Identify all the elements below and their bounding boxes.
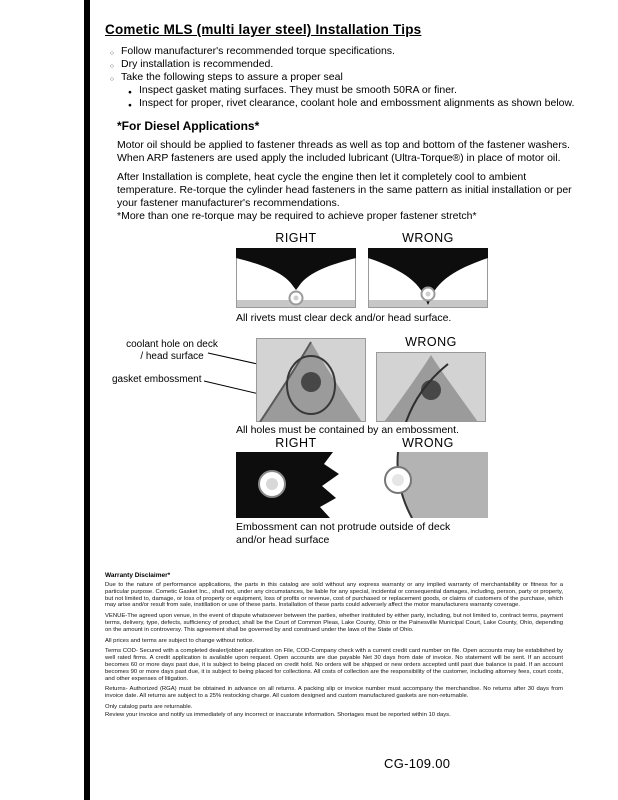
installation-tips-list: [110, 45, 580, 110]
row2-caption: All holes must be contained by an embossment.: [236, 424, 459, 436]
diesel-applications-heading: *For Diesel Applications*: [117, 119, 260, 133]
list-item: ○ Follow manufacturer's recommended torque specifications.: [110, 45, 580, 58]
page-code: CG-109.00: [384, 756, 451, 771]
row3-wrong-label: WRONG: [402, 436, 454, 450]
page-title: Cometic MLS (multi layer steel) Installation Tips: [105, 22, 422, 37]
list-item: ○ Take the following steps to assure a proper seal: [110, 71, 580, 84]
diagram-protrusion-right: [236, 452, 356, 518]
binding-edge-bar: [84, 0, 90, 800]
gasket-embossment-annotation: gasket embossment: [112, 374, 202, 385]
disclaimer-paragraph: Only catalog parts are returnable.: [105, 703, 193, 710]
sub-list: [128, 84, 580, 110]
disclaimer-paragraph: Review your invoice and notify us immediately of any incorrect or inaccurate information. Shortages must be reported within 10 days.: [105, 711, 451, 718]
row1-right-label: RIGHT: [275, 231, 317, 245]
row3-right-label: RIGHT: [275, 436, 317, 450]
disclaimer-heading: Warranty Disclaimer*: [105, 572, 171, 579]
coolant-hole-annotation: coolant hole on deck / head surface: [126, 339, 218, 362]
row1-wrong-label: WRONG: [402, 231, 454, 245]
diagram-protrusion-wrong: [368, 452, 488, 518]
diesel-paragraph-2: After Installation is complete, heat cycle the engine then let it completely cool to ambient temperature. Re-torque the cylinder head fasteners in the same pattern as initial installation or per your fastener manufacturer's recommendations.: [117, 171, 572, 209]
diagram-rivet-wrong: [368, 248, 488, 308]
diagram-embossment-right: [256, 338, 366, 422]
disclaimer-paragraph: VENUE-The agreed upon venue, in the event of dispute whatsoever between the parties, whether instituted by either party, including, but not limited to, contract terms, payment terms, delivery, type, defects, sufficiency of product, shall be the Court of Common Pleas, Lake County, Ohio or the Painesville Municipal Court, Lake County, Ohio, depending on the amount in controversy. This agreement shall be governed by and construed under the laws of the State of Ohio.: [105, 613, 563, 633]
list-item: ● Inspect gasket mating surfaces. They must be smooth 50RA or finer.: [128, 84, 580, 97]
diesel-paragraph-1: Motor oil should be applied to fastener threads as well as top and bottom of the fastener washers. When ARP fasteners are used apply the included lubricant (Ultra-Torque®) in place of motor oil.: [117, 139, 570, 164]
diagram-rivet-right: [236, 248, 356, 308]
disclaimer-paragraph: Due to the nature of performance applications, the parts in this catalog are sold without any express warranty or any implied warranty of merchantability or fitness for a particular purpose. Cometic Gasket Inc., shall not, under any circumstances, be liable for any special, incidental or consequential damages, including, person, party or property, but not limited to, damage, or loss of property or equipment, loss of profits or revenue, cost of purchased or replacement goods, or claims of customers of the purchase, which may arise and/or result from sale, instillation or use of these parts. Installation of these parts could adversely affect the motor manufacturers warranty coverage.: [105, 582, 563, 609]
disclaimer-paragraph: Terms COD- Secured with a completed dealer/jobber application on File, COD-Company check with a current credit card number on file. Open accounts may be established by well rated firms. A credit application is available upon request. Open accounts are due payable Net 30 days from date of invoice. No statement will be sent. If an account becomes 60 or more days past due, it is subject to being placed on credit hold. No orders will be shipped or new orders accepted until past due balance is paid. If an account becomes 90 or more days past due, it is subject to being placed for collections. All costs of collection are the responsibility of the customer, including attorney fees, court costs, and other expenses of litigation.: [105, 648, 563, 682]
retorque-note: *More than one re-torque may be required to achieve proper fastener stretch*: [117, 210, 477, 222]
warranty-disclaimer: [105, 572, 563, 723]
diagram-embossment-wrong: [376, 352, 486, 422]
row2-wrong-label: WRONG: [405, 335, 457, 349]
disclaimer-paragraph: Returns- Authorized (RGA) must be obtained in advance on all returns. A packing slip or invoice number must accompany the merchandise. No returns after 30 days from invoice date. All returns are subject to a 25% restocking charge. All custom designed and custom manufactured gaskets are non-returnable.: [105, 686, 563, 700]
row1-caption: All rivets must clear deck and/or head surface.: [236, 312, 452, 324]
row3-caption: Embossment can not protrude outside of deck and/or head surface: [236, 521, 451, 546]
disclaimer-paragraph: All prices and terms are subject to change without notice.: [105, 637, 254, 644]
list-item: ● Inspect for proper, rivet clearance, coolant hole and embossment alignments as shown below.: [128, 97, 580, 110]
list-item: ○ Dry installation is recommended.: [110, 58, 580, 71]
